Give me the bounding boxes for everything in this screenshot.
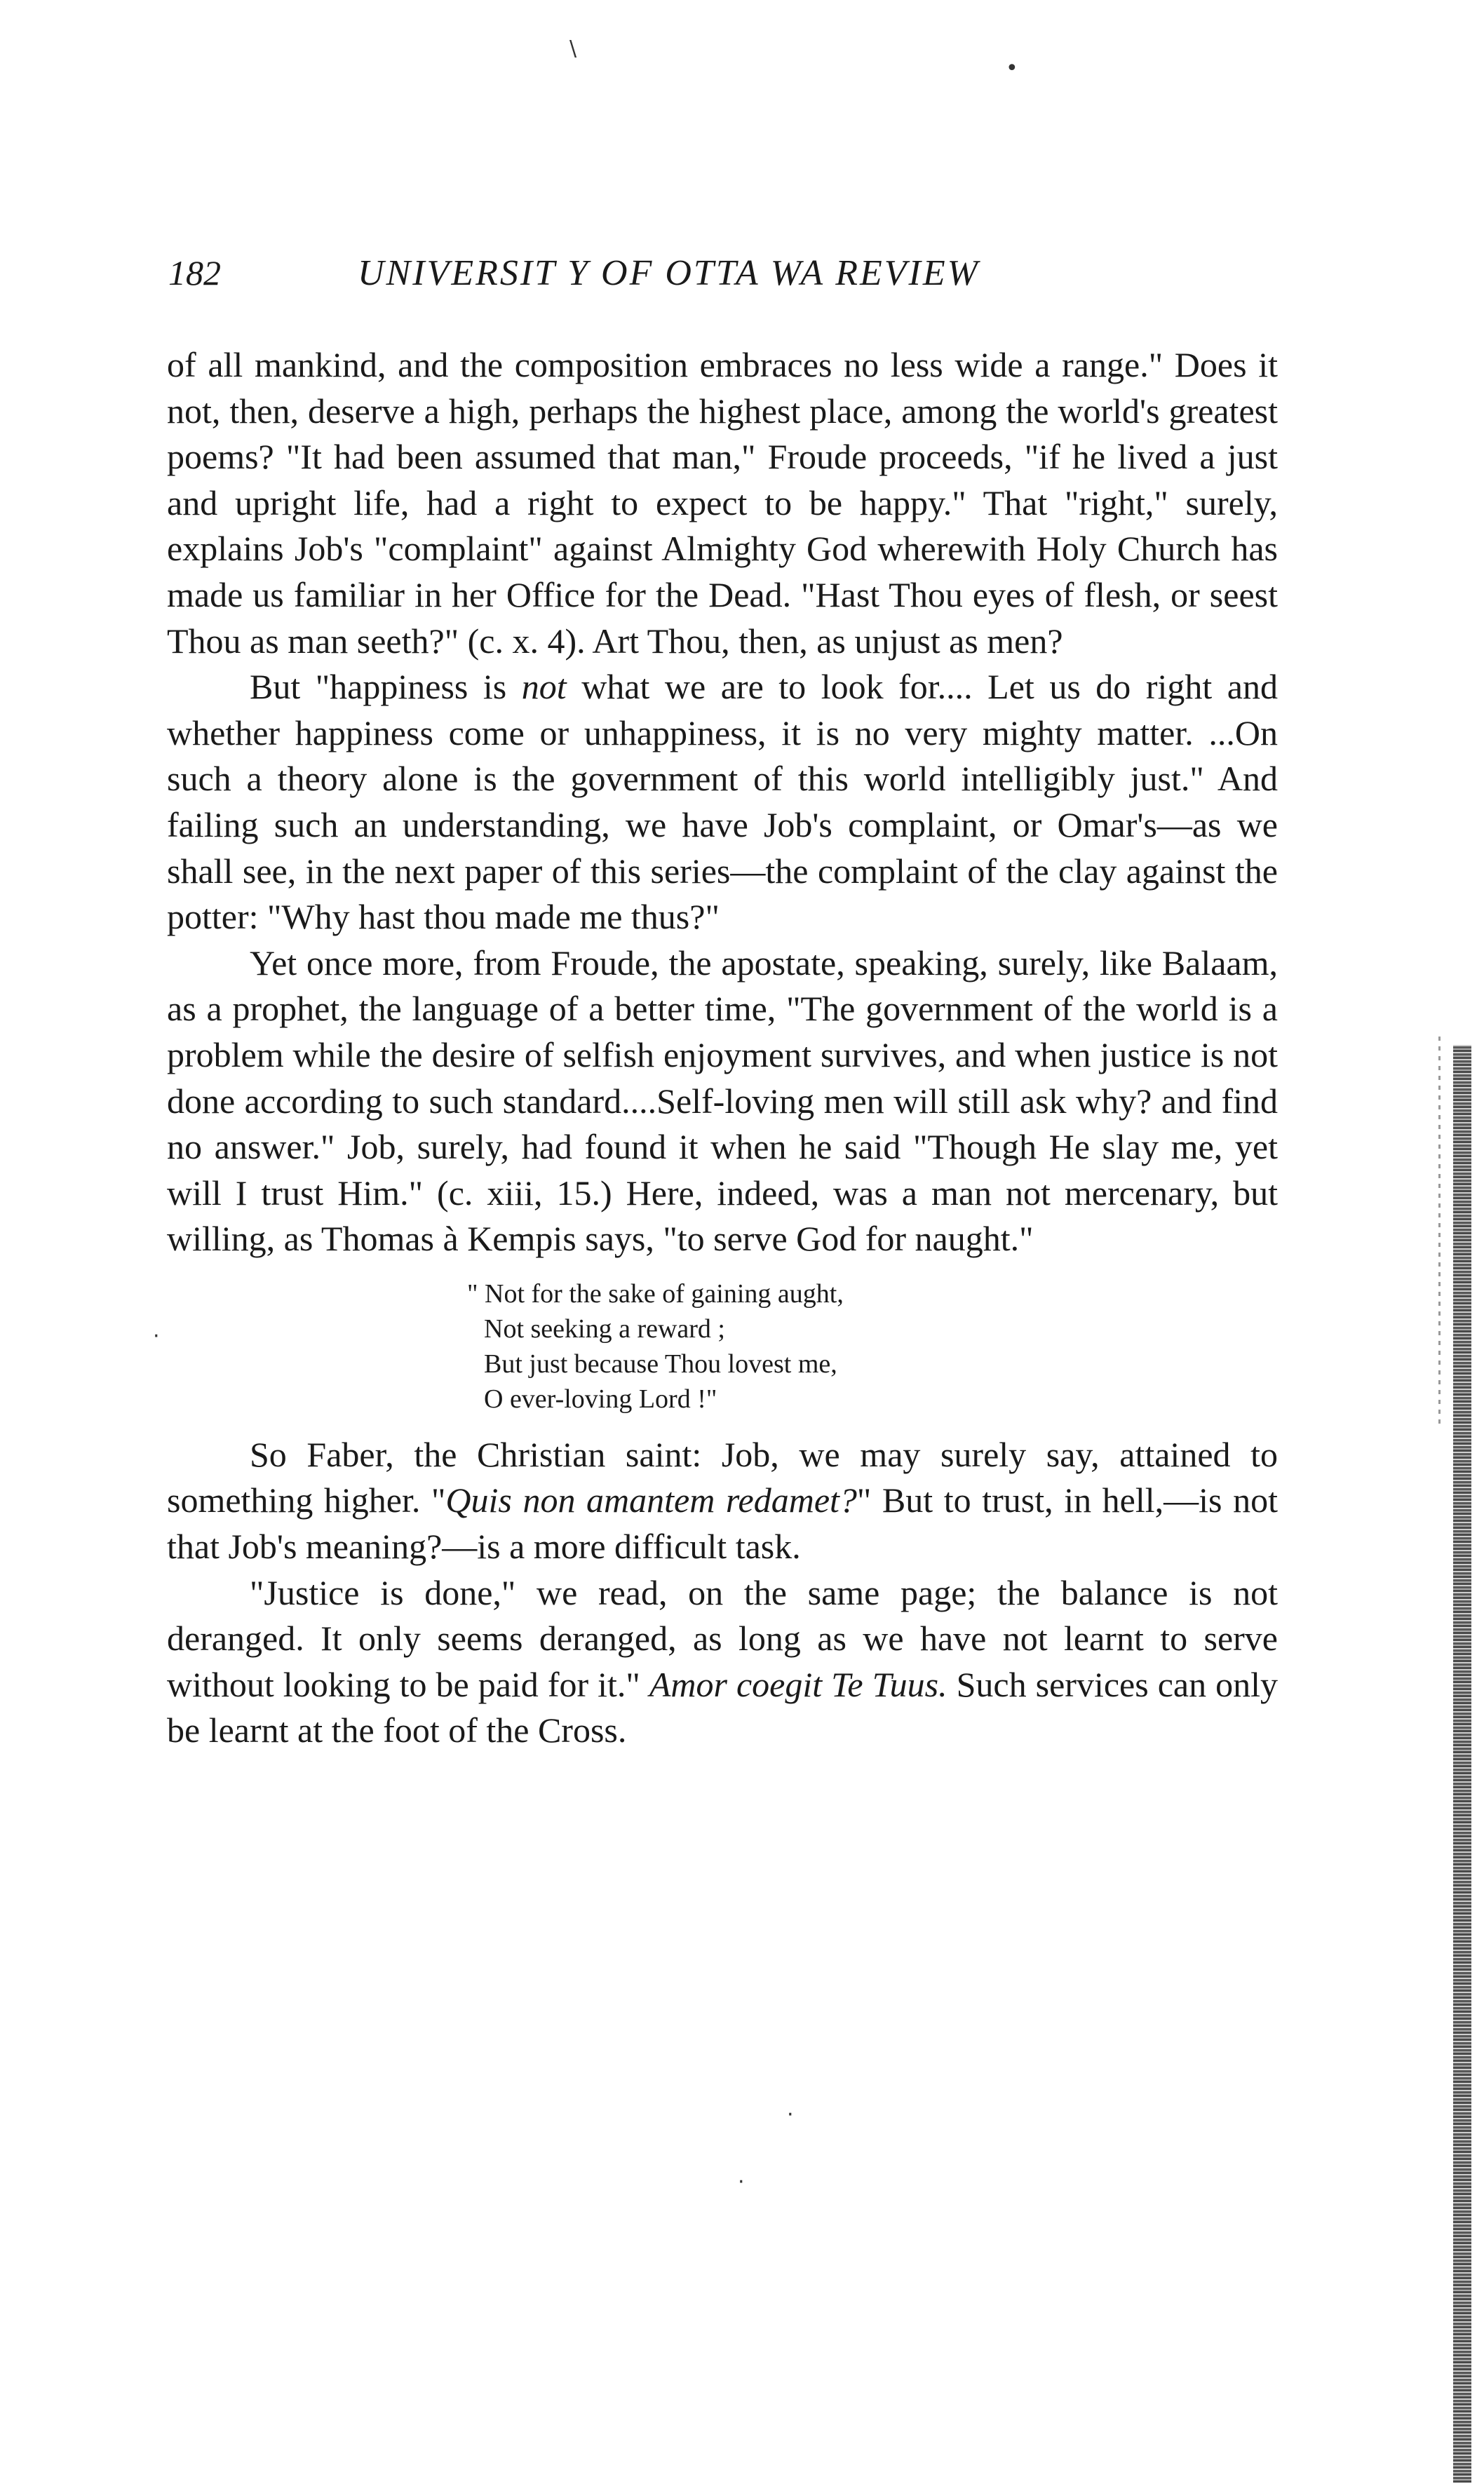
paragraph-2-part-2: what we are to look for.... Let us do right and whether happiness come or unhappiness, it is no very mighty matter. ...On such a theory alone is the government of this world intelligibly just." And failing such an understanding, we have Job's complaint, or Omar's—as we shall see, in the next paper of this series—the complaint of the clay against the potter: "Why hast thou made me thus?" [167,667,1278,937]
paragraph-2-part-1: But "happiness is [250,667,522,707]
scan-binding-edge [1453,1045,1471,2483]
scan-edge-mark [1438,1031,1441,1424]
running-title: UNIVERSIT Y OF OTTA WA REVIEW [358,253,980,293]
poem-line-2: Not seeking a reward ; [484,1314,725,1344]
paragraph-4-part-1: So Faber, the Christian saint: Job, we may surely say, attained to something higher. " [167,1434,1278,1520]
poem-line-3: But just because Thou lovest me, [484,1349,837,1379]
emphasis-not: not [521,667,567,707]
poem-line-1: " Not for the sake of gaining aught, [467,1278,844,1309]
latin-quotation: Quis non amantem redamet? [445,1480,857,1520]
scan-speck: • [1006,56,1018,81]
latin-phrase: Amor coegit Te Tuus. [649,1664,947,1704]
paragraph-1: of all mankind, and the composition embraces no less wide a range." Does it not, then, deserve a high, perhaps the highest place, among the world's greatest poems? "It had been assumed that man," Froude proceeds, "if he lived a just and upright life, had a right to expect to be happy." That "right," surely, explains Job's "complaint" against Almighty God wherewith Holy Church has made us familiar in her Office for the Dead. "Hast Thou eyes of flesh, or seest Thou as man seeth?" (c. x. 4). Art Thou, then, as unjust as men? [167,345,1278,661]
poem-line-4: O ever-loving Lord !" [484,1384,717,1414]
paragraph-4 [167,1432,1278,1570]
scan-speck: · [787,2102,794,2127]
page-header [168,252,1304,309]
paragraph-5 [167,1570,1278,1754]
poem-quotation [167,1276,1278,1417]
paragraph-5-part-1: "Justice is done," we read, on the same page; the balance is not deranged. It only seems deranged, as long as we have not learnt to serve without looking to be paid for it." [167,1572,1278,1704]
article-body [167,342,1278,1754]
paragraph-2 [167,664,1278,940]
paragraph-5-part-2: Such services can only be learnt at the foot of the Cross. [167,1664,1278,1750]
paragraph-4-part-2: " But to trust, in hell,—is not that Job's meaning?—is a more difficult task. [167,1480,1278,1567]
scan-speck: · [738,2170,745,2194]
page-number: 182 [168,253,221,292]
paragraph-3: Yet once more, from Froude, the apostate, speaking, surely, like Balaam, as a prophet, the language of a better time, "The government of the world is a problem while the desire of selfish enjoyment survives, and when justice is not done according to such standard....Self-loving men will still ask why? and find no answer." Job, surely, had found it when he said "Though He slay me, yet will I trust Him." (c. xiii, 15.) Here, indeed, was a man not mercenary, but willing, as Thomas à Kempis says, "to serve God for naught." [167,943,1278,1259]
scan-speck: \ [569,36,577,61]
scan-speck: · [153,1324,160,1349]
